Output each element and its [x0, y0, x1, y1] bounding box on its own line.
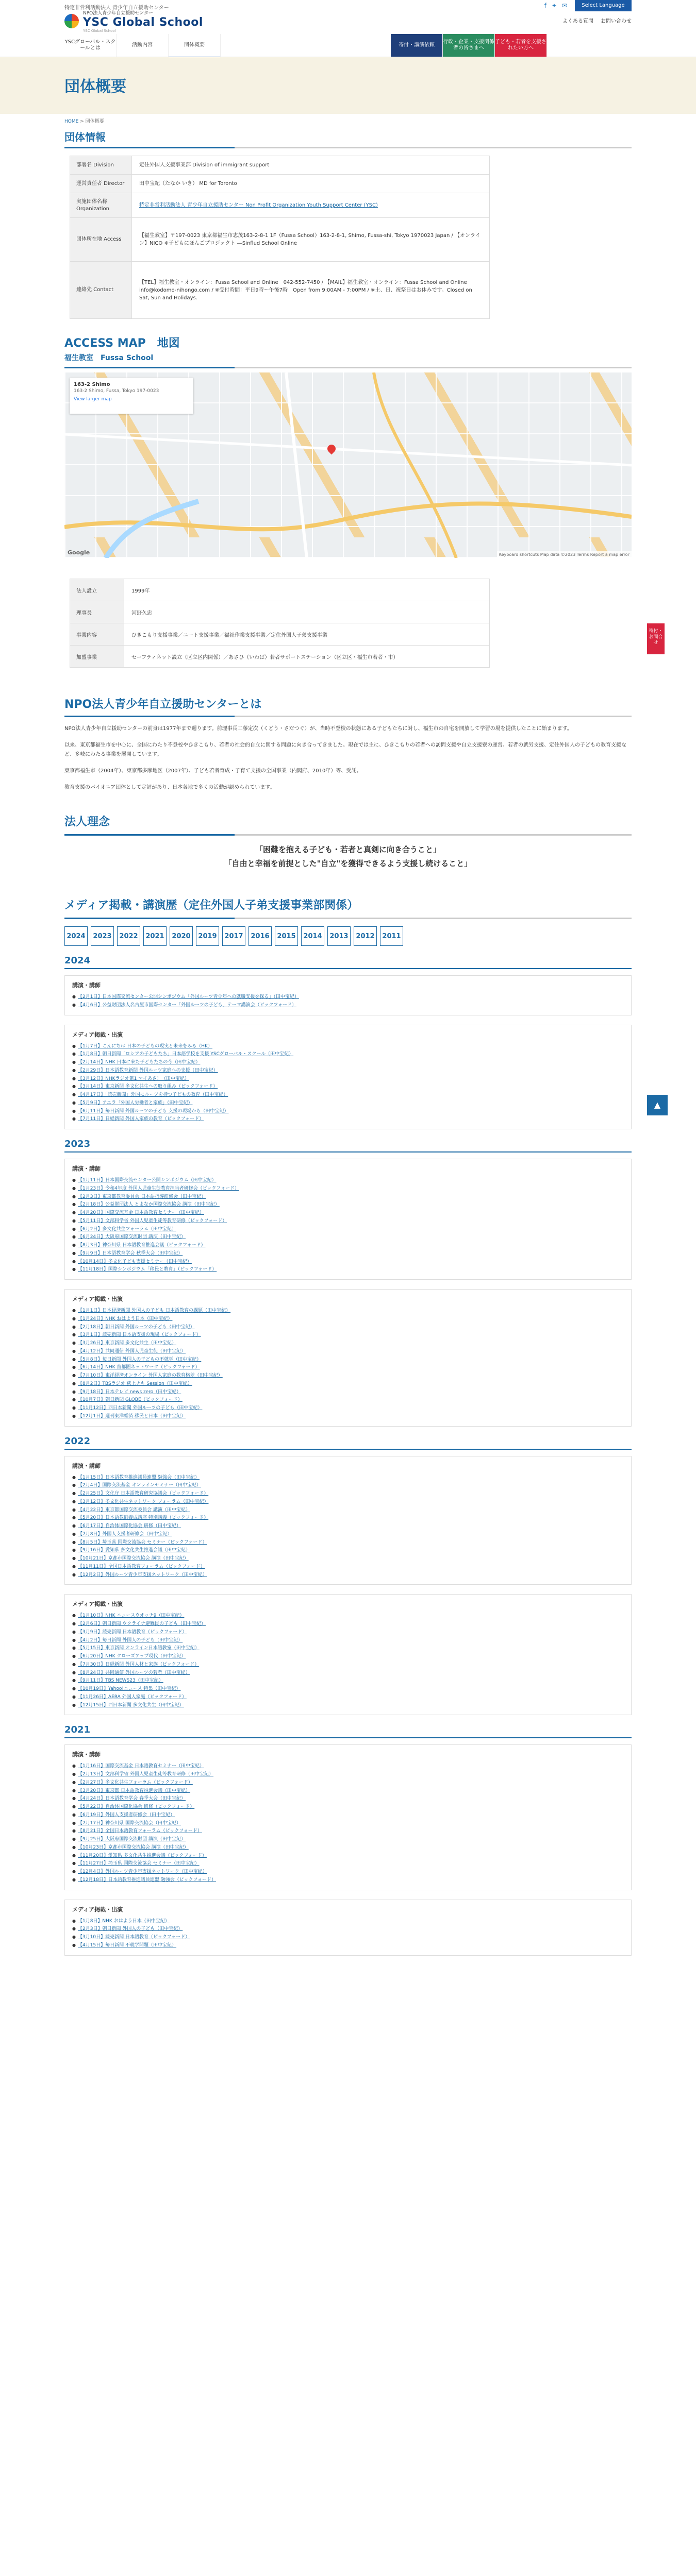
entry-list [72, 1918, 624, 1950]
table-row [70, 579, 490, 601]
year-tab[interactable]: 2022 [117, 926, 140, 946]
list-item [72, 1645, 624, 1653]
entry-link[interactable]: 【2月25日】文化庁 日本語教育研究協議会（ピックフォード） [77, 1491, 209, 1496]
row-label: 加盟事業 [70, 646, 124, 668]
entry-link[interactable]: 【1月11日】日本国際交流センター公開シンポジウム（田中宝紀） [77, 1178, 217, 1183]
entry-link[interactable]: 【1月7日】こんにちは 日本の子どもの現実と未来をみる（HK） [77, 1043, 212, 1049]
entry-link[interactable]: 【1月24日】NHK おはよう日本（田中宝紀） [77, 1316, 173, 1321]
list-item [72, 1661, 624, 1669]
year-tab[interactable]: 2023 [91, 926, 114, 946]
list-item [72, 1490, 624, 1498]
main-nav [0, 34, 696, 57]
list-item [72, 1811, 624, 1820]
list-item [72, 1852, 624, 1860]
entry-link[interactable]: 【12月18日】日本語教育推進議員連盟 勉強会（ピックフォード） [77, 1877, 216, 1883]
entry-link[interactable]: 【8月3日】神奈川県 日本語教育推進会議（ピックフォード） [77, 1243, 206, 1248]
entry-link[interactable]: 【9月25日】大阪府国際交流財団 講演（田中宝紀） [77, 1837, 186, 1842]
section-rule [64, 367, 632, 368]
list-item [72, 1868, 624, 1876]
list-item [72, 1669, 624, 1677]
entry-link[interactable]: 【2月29日】日本語教育新聞 外国ルーツ家庭への支援（田中宝紀） [77, 1067, 218, 1073]
entry-link[interactable]: 【8月24日】共同通信 外国ルーツの若者（田中宝紀） [77, 1670, 190, 1675]
entry-link[interactable]: 【12月2日】外国ルーツ青少年支援ネットワーク（田中宝紀） [77, 1572, 207, 1578]
list-item [72, 1934, 624, 1942]
entry-link[interactable]: 【11月26日】AERA 外国人家庭（ピックフォード） [77, 1694, 187, 1700]
row-label: 運営責任者 Director [70, 175, 132, 193]
list-item [72, 1771, 624, 1779]
list-item [72, 1827, 624, 1836]
year-heading: 2024 [64, 955, 91, 966]
row-label: 理事長 [70, 601, 124, 623]
about-title: NPO法人青少年自立援助センターとは [64, 698, 262, 711]
row-label: 連絡先 Contact [70, 262, 132, 319]
entry-link[interactable]: 【2月3日】東京都教育委員会 日本語指導研修会（田中宝紀） [77, 1194, 206, 1199]
entry-link[interactable]: 【3月12日】多文化共生ネットワーク フォーラム（田中宝紀） [77, 1499, 209, 1504]
row-value: 1999年 [124, 579, 490, 601]
entry-link[interactable]: 【10月14日】多文化子ども支援セミナー（田中宝紀） [77, 1259, 192, 1264]
entry-link[interactable]: 【1月16日】国際交流基金 日本語教育セミナー（田中宝紀） [77, 1764, 205, 1769]
list-item [72, 1803, 624, 1811]
view-larger-map-link[interactable]: View larger map [74, 397, 112, 402]
media-box [64, 1289, 632, 1427]
table-row [70, 156, 490, 175]
google-logo: Google [68, 549, 90, 556]
entry-link[interactable]: 【7月11日】日経新聞 外国人家族の教育（ピックフォード） [77, 1116, 204, 1122]
access-subtitle: 福生教室 Fussa School [64, 354, 154, 362]
list-item [72, 1002, 624, 1010]
entry-link[interactable]: 【5月15日】東京新聞 オンライン日本語教室（田中宝紀） [77, 1646, 200, 1651]
box-title: 講演・講師 [72, 1462, 101, 1469]
box-title: 講演・講師 [72, 1165, 101, 1172]
contact-link[interactable]: お問い合わせ [601, 19, 632, 24]
entry-link[interactable]: 【5月22日】自治体国際化協会 研修（ピックフォード） [77, 1804, 195, 1809]
entry-link[interactable]: 【8月5日】埼玉県 国際交流協会 セミナー（ピックフォード） [77, 1539, 207, 1545]
entry-link[interactable]: 【4月17日】「読売新聞」外国にルーツを持つ子どもの教育（田中宝紀） [77, 1092, 228, 1097]
entry-link[interactable]: 【2月1日】日本国際交流センター公開シンポジウム「外国ルーツ青少年への就職支援を探る」（田中宝紀） [77, 994, 299, 999]
row-value: 田中宝紀（たなか いき） MD for Toronto [132, 175, 490, 193]
row-value: ひきこもり支援事業／ニート支援事業／福祉作業支援事業／定住外国人子弟支援事業 [124, 623, 490, 646]
table-row [70, 601, 490, 623]
table-row [70, 193, 490, 218]
list-item [72, 1860, 624, 1868]
nav-partners[interactable]: 行政・企業・支援関係者の皆さまへ [443, 34, 495, 57]
list-item [72, 1514, 624, 1522]
nav-activities[interactable]: 活動内容 [117, 34, 169, 57]
entry-link[interactable]: 【2月13日】文部科学省 外国人児童生徒等教育研修（田中宝紀） [77, 1772, 214, 1777]
entry-link[interactable]: 【6月2日】多文化共生フォーラム（田中宝紀） [77, 1226, 176, 1232]
list-item [72, 1629, 624, 1637]
entry-link[interactable]: 【6月14日】NHK 首都圏ネットワーク（ピックフォード） [77, 1365, 200, 1370]
list-item [72, 1522, 624, 1531]
site-logo[interactable] [64, 9, 203, 33]
entry-link[interactable]: 【4月15日】毎日新聞 不就学問題（田中宝紀） [77, 1942, 177, 1948]
entry-link[interactable]: 【1月8日】NHK おはよう日本（田中宝紀） [77, 1918, 170, 1924]
entry-link[interactable]: 【11月11日】全国日本語教育フォーラム（ピックフォード） [77, 1564, 205, 1569]
list-item [72, 1925, 624, 1934]
list-item [72, 1250, 624, 1258]
entry-link[interactable]: 【6月17日】自治体国際化協会 研修（田中宝紀） [77, 1523, 181, 1529]
entry-link[interactable]: 【2月27日】多文化共生フォーラム（ピックフォード） [77, 1780, 193, 1785]
entry-link[interactable]: 【2月14日】NHK 日本に来た子どもたちの今（田中宝紀） [77, 1060, 201, 1065]
entry-link[interactable]: 【9月9日】日本語教育学会 秋季大会（田中宝紀） [77, 1250, 183, 1256]
year-tab[interactable]: 2020 [170, 926, 193, 946]
entry-list [72, 1612, 624, 1709]
list-item [72, 1193, 624, 1201]
map-card-title: 163-2 Shimo [74, 382, 110, 387]
section-rule [64, 918, 632, 919]
page-hero [0, 57, 696, 114]
row-label: 事業内容 [70, 623, 124, 646]
entry-link[interactable]: 【2月6日】朝日新聞 ウクライナ避難民の子ども（田中宝紀） [77, 1621, 206, 1626]
entry-link[interactable]: 【1月1日】日本経済新聞 外国人の子ども 日本語教育の課題（田中宝紀） [77, 1308, 231, 1313]
entry-link[interactable]: 【4月6日】公益財団法人名古屋市国際センター「外国ルーツの子ども」テーマ講演会（ピックフォード） [77, 1002, 296, 1008]
about-paragraph: 教育支援のパイオニア団体として定評があり、日本各地で多くの活動が認められています。 [64, 785, 275, 790]
list-item [72, 1331, 624, 1340]
group-info-table [70, 156, 490, 319]
list-item [72, 1702, 624, 1710]
row-value: 【福生教室】〒197-0023 東京都福生市志茂163-2-8-1 1F（Fussa School）163-2-8-1, Shimo, Fussa-shi, Tokyo 1970023 Japan / 【オンライン】NICO ※子どもにほんごプロジェクト ―Sinflud School Online [132, 218, 490, 262]
row-value[interactable]: 特定非営利活動法人 青少年自立援助センター Non Profit Organization Youth Support Center (YSC) [132, 193, 490, 218]
entry-link[interactable]: 【10月21日】京都市国際交流協会 講演（田中宝紀） [77, 1556, 189, 1561]
list-item [72, 1482, 624, 1490]
philosophy-statement [64, 843, 632, 871]
page-top-button[interactable]: ▲ [647, 1095, 668, 1115]
map-info-card [70, 378, 193, 414]
facebook-icon[interactable]: f [544, 2, 546, 9]
year-tab[interactable]: 2012 [354, 926, 377, 946]
entry-link[interactable]: 【3月14日】東京新聞 多文化共生への取り組み（ピックフォード） [77, 1084, 218, 1090]
list-item [72, 1242, 624, 1250]
year-rule [64, 1449, 632, 1450]
year-heading: 2022 [64, 1435, 91, 1447]
box-title: 講演・講師 [72, 982, 101, 989]
list-item [72, 1372, 624, 1380]
list-item [72, 1571, 624, 1580]
list-item [72, 1531, 624, 1539]
list-item [72, 1762, 624, 1771]
list-item [72, 1942, 624, 1950]
list-item [72, 1266, 624, 1274]
list-item [72, 1637, 624, 1645]
list-item [72, 1413, 624, 1421]
entry-link[interactable]: 【4月22日】東京都国際交流委員会 講演（田中宝紀） [77, 1507, 191, 1513]
list-item [72, 1059, 624, 1067]
box-title: メディア掲載・出演 [72, 1601, 123, 1608]
language-selector[interactable]: Select Language [575, 0, 632, 11]
entry-list [72, 1474, 624, 1580]
org-line: 特定非営利活動法人 青少年自立援助センター [64, 5, 169, 11]
list-item [72, 1075, 624, 1083]
entry-link[interactable]: 【9月16日】愛知県 多文化共生推進会議（田中宝紀） [77, 1548, 191, 1553]
entry-link[interactable]: 【2月18日】公益財団法人 とよなか国際交流協会 講演（田中宝紀） [77, 1202, 220, 1208]
table-row [70, 623, 490, 646]
row-label: 団体所在地 Access [70, 218, 132, 262]
about-section [64, 724, 632, 792]
philosophy-title: 法人理念 [64, 816, 110, 828]
list-item [72, 1091, 624, 1099]
access-title: ACCESS MAP 地図 [64, 337, 180, 350]
table-row [70, 175, 490, 193]
list-item [72, 1209, 624, 1217]
nav-about[interactable]: YSCグローバル・スクールとは [64, 34, 117, 57]
year-tab[interactable]: 2013 [327, 926, 351, 946]
page-title: 団体概要 [64, 78, 126, 96]
row-label: 実施団体名称 Organization [70, 193, 132, 218]
year-tab[interactable]: 2017 [222, 926, 245, 946]
list-item [72, 1315, 624, 1324]
about-paragraph: 東京都福生市（2004年）、東京都多摩地区（2007年）、子ども若者育成・子育て支援の全国事業（内閣府、2010年）等、受託。 [64, 768, 362, 774]
entry-link[interactable]: 【1月8日】朝日新聞「ロシアの子どもたち」日本語学校を支援 YSCグローバル・スクール（田中宝紀） [77, 1052, 294, 1057]
entry-link[interactable]: 【5月8日】毎日新聞 外国人の子どもの不就学（田中宝紀） [77, 1357, 202, 1362]
year-rule [64, 1151, 632, 1153]
lecture-box [64, 1744, 632, 1890]
section-rule [64, 716, 632, 717]
list-item [72, 1185, 624, 1193]
year-tab[interactable]: 2016 [248, 926, 272, 946]
list-item [72, 1506, 624, 1515]
entry-link[interactable]: 【4月24日】日本語教育学会 春季大会（田中宝紀） [77, 1796, 186, 1802]
list-item [72, 1177, 624, 1185]
philosophy-line: 「困難を抱える子ども・若者と真剣に向き合うこと」 [255, 845, 441, 854]
entry-link[interactable]: 【1月23日】令和4年度 外国人児童生徒教育担当者研修会（ピックフォード） [77, 1185, 239, 1191]
entry-link[interactable]: 【6月11日】毎日新聞 外国ルーツの子ども 支援の現場から（田中宝紀） [77, 1108, 229, 1114]
entry-list [72, 993, 624, 1010]
year-tab[interactable]: 2011 [380, 926, 403, 946]
brand-tag: YSC Global School [83, 29, 116, 33]
list-item [72, 1612, 624, 1620]
embedded-map[interactable] [64, 372, 632, 558]
list-item [72, 1795, 624, 1803]
list-item [72, 1844, 624, 1852]
lecture-box [64, 975, 632, 1015]
section-rule [64, 834, 632, 836]
list-item [72, 1356, 624, 1364]
year-tab[interactable]: 2019 [196, 926, 219, 946]
list-item [72, 1388, 624, 1397]
entry-link[interactable]: 【7月17日】神奈川県 国際交流協会（田中宝紀） [77, 1820, 181, 1826]
lecture-box [64, 1159, 632, 1280]
entry-link[interactable]: 【4月12日】共同通信 外国人児童生徒（田中宝紀） [77, 1348, 186, 1354]
section-rule [64, 147, 632, 148]
list-item [72, 1258, 624, 1266]
list-item [72, 1539, 624, 1547]
entry-link[interactable]: 【10月7日】朝日新聞 GLOBE（ピックフォード） [77, 1397, 183, 1403]
entry-link[interactable]: 【12月15日】西日本新聞 多文化共生（田中宝紀） [77, 1702, 184, 1708]
list-item [72, 1918, 624, 1926]
entry-link[interactable]: 【3月26日】東京新聞 多文化共生（田中宝紀） [77, 1341, 177, 1346]
list-item [72, 1653, 624, 1661]
entry-link[interactable]: 【11月27日】埼玉県 国際交流協会 セミナー（田中宝紀） [77, 1861, 200, 1867]
year-tab[interactable]: 2021 [143, 926, 167, 946]
entry-link[interactable]: 【5月11日】文部科学省 外国人児童生徒等教育研修（ピックフォード） [77, 1218, 227, 1224]
list-item [72, 1693, 624, 1702]
table-row [70, 262, 490, 319]
list-item [72, 1307, 624, 1315]
box-title: メディア掲載・出演 [72, 1296, 123, 1302]
list-item [72, 1050, 624, 1059]
entry-link[interactable]: 【1月15日】日本語教育推進議員連盟 勉強会（田中宝紀） [77, 1475, 200, 1480]
entry-link[interactable]: 【10月19日】Yahoo!ニュース 特集（田中宝紀） [77, 1686, 181, 1691]
logo-mark-icon [64, 14, 79, 28]
list-item [72, 1677, 624, 1685]
philosophy-line: 「自由と幸福を前提とした"自立"を獲得できるよう支援し続けること」 [224, 859, 472, 868]
about-paragraph: 以来、東京都福生市を中心に、全国にわたり不登校やひきこもり、若者の社会的自立に関する問題に向き合ってきました。現在では主に、ひきこもりの若者への訪問支援や自立支援寮の運営、若者の就労支援、定住外国人の子どもの教育支援など、多岐にわたる事業を展開しています。 [64, 742, 626, 757]
faq-link[interactable]: よくある質問 [562, 19, 593, 24]
list-item [72, 1217, 624, 1226]
map-card-address: 163-2 Shimo, Fussa, Tokyo 197-0023 [74, 388, 159, 394]
twitter-icon[interactable]: ✦ [551, 2, 557, 9]
year-heading: 2021 [64, 1724, 91, 1736]
entry-list [72, 1762, 624, 1884]
entry-list [72, 1307, 624, 1421]
media-box [64, 1900, 632, 1956]
list-item [72, 1563, 624, 1571]
year-tab[interactable]: 2014 [301, 926, 324, 946]
list-item [72, 1233, 624, 1242]
row-value: セーフティネット設立（区立区内関係）／あさひ（いわば）若者サポートステーション（区立区・福生市若者・市） [124, 646, 490, 668]
list-item [72, 1404, 624, 1413]
brand-small: NPO法人青少年自立援助センター [83, 11, 153, 16]
entry-link[interactable]: 【1月10日】NHK ニュースウオッチ9（田中宝紀） [77, 1613, 185, 1619]
list-item [72, 1348, 624, 1356]
list-item [72, 1779, 624, 1787]
list-item [72, 1324, 624, 1332]
box-title: メディア掲載・出演 [72, 1906, 123, 1913]
entry-link[interactable]: 【2月4日】国際交流基金 オンラインセミナー（田中宝紀） [77, 1483, 202, 1488]
list-item [72, 1547, 624, 1555]
org-table [70, 579, 490, 668]
group-info-title: 団体情報 [64, 131, 106, 143]
row-label: 法人設立 [70, 579, 124, 601]
list-item [72, 1396, 624, 1404]
entry-link[interactable]: 【7月8日】外国人支援者研修会（田中宝紀） [77, 1531, 172, 1537]
breadcrumb-current: 団体概要 [85, 119, 104, 124]
entry-list [72, 1043, 624, 1124]
list-item [72, 1474, 624, 1482]
year-tab[interactable]: 2024 [64, 926, 88, 946]
about-paragraph: NPO法人青少年自立援助センターの前身は1977年まで遡ります。前理事長工藤定次（くどう・さだつぐ）が、当時不登校の状態にある子どもたちに対し、福生市の自宅を開放して学習の場を提供したことに始まります。 [64, 726, 572, 732]
row-label: 部署名 Division [70, 156, 132, 175]
entry-link[interactable]: 【10月23日】京都市国際交流協会 講演（田中宝紀） [77, 1844, 189, 1850]
media-box [64, 1594, 632, 1715]
list-item [72, 1498, 624, 1506]
entry-link[interactable]: 【4月2日】毎日新聞 外国人の子ども（田中宝紀） [77, 1637, 183, 1643]
list-item [72, 1685, 624, 1693]
box-title: 講演・講師 [72, 1751, 101, 1758]
nav-support[interactable]: 子ども・若者を支援されたい方へ [495, 34, 547, 57]
entry-link[interactable]: 【11月12日】西日本新聞 外国ルーツの子ども（田中宝紀） [77, 1405, 203, 1411]
social-links [544, 2, 567, 9]
breadcrumb: HOME > 団体概要 [64, 119, 104, 124]
entry-link[interactable]: 【7月30日】日経新聞 外国人材と家族（ピックフォード） [77, 1662, 200, 1667]
year-rule [64, 1737, 632, 1738]
nav-organization[interactable]: 団体概要 [169, 34, 221, 58]
entry-link[interactable]: 【11月20日】愛知県 多文化共生推進会議（ピックフォード） [77, 1853, 207, 1858]
entry-link[interactable]: 【7月10日】東洋経済オンライン 外国人家庭の教育格差（田中宝紀） [77, 1373, 223, 1378]
year-tabs [64, 926, 632, 946]
entry-link[interactable]: 【12月1日】週刊東洋経済 移民と日本（田中宝紀） [77, 1413, 186, 1419]
utility-links [562, 16, 632, 24]
list-item [72, 1876, 624, 1885]
media-title: メディア掲載・講演歴（定住外国人子弟支援事業部関係） [64, 899, 359, 912]
list-item [72, 1555, 624, 1563]
table-row [70, 218, 490, 262]
entry-link[interactable]: 【3月12日】NHKラジオ第1 マイあさ！（田中宝紀） [77, 1076, 189, 1081]
entry-link[interactable]: 【9月11日】TBS NEWS23（田中宝紀） [77, 1678, 163, 1684]
entry-link[interactable]: 【2月3日】朝日新聞 外国人の子ども（田中宝紀） [77, 1926, 183, 1932]
list-item [72, 1787, 624, 1795]
media-box [64, 1025, 632, 1130]
entry-link[interactable]: 【3月9日】読売新聞 日本語教育（ピックフォード） [77, 1629, 187, 1635]
entry-link[interactable]: 【9月18日】日本テレビ news zero（田中宝紀） [77, 1389, 181, 1395]
year-heading: 2023 [64, 1139, 91, 1149]
side-donate-tab[interactable]: 寄付・お問合せ [647, 623, 665, 654]
list-item [72, 1340, 624, 1348]
brand-name: YSC Global School [83, 16, 203, 29]
list-item [72, 993, 624, 1002]
entry-link[interactable]: 【4月20日】国際交流基金 日本語教育セミナー（田中宝紀） [77, 1210, 205, 1215]
entry-link[interactable]: 【5月9日】アエラ「外国人労働者と家族」（田中宝紀） [77, 1100, 193, 1106]
entry-link[interactable]: 【2月18日】朝日新聞 外国ルーツの子ども（田中宝紀） [77, 1324, 195, 1330]
list-item [72, 1083, 624, 1091]
row-value: 【TEL】福生教室・オンライン：Fussa School and Online 042-552-7450 / 【MAIL】福生教室・オンライン：Fussa School and Online info@kodomo-nihongo.com / ※受付時間：平日9時〜午後7時 Open from 9:00AM - 7:00PM / ※土、日、祝祭日はお休みです。Closed on Sat, Sun and Holidays. [132, 262, 490, 319]
main-content [64, 129, 632, 1965]
list-item [72, 1043, 624, 1051]
map-footer[interactable]: Keyboard shortcuts Map data ©2023 Terms Report a map error [497, 551, 632, 558]
list-item [72, 1380, 624, 1388]
entry-link[interactable]: 【8月21日】全国日本語教育フォーラム（ピックフォード） [77, 1828, 202, 1834]
list-item [72, 1226, 624, 1234]
entry-link[interactable]: 【3月20日】東京都 日本語教育推進会議（田中宝紀） [77, 1788, 191, 1793]
list-item [72, 1364, 624, 1372]
list-item [72, 1067, 624, 1075]
entry-link[interactable]: 【3月1日】読売新聞 日本語支援の現場（ピックフォード） [77, 1332, 201, 1338]
year-rule [64, 968, 632, 969]
lecture-box [64, 1456, 632, 1585]
breadcrumb-home[interactable]: HOME [64, 119, 79, 124]
list-item [72, 1201, 624, 1209]
entry-link[interactable]: 【8月2日】TBSラジオ 荻上チキ Session（田中宝紀） [77, 1381, 192, 1386]
year-tab[interactable]: 2015 [275, 926, 298, 946]
list-item [72, 1836, 624, 1844]
list-item [72, 1620, 624, 1629]
list-item [72, 1099, 624, 1108]
entry-link[interactable]: 【11月18日】国際シンポジウム「移民と教育」（ピックフォード） [77, 1267, 217, 1273]
box-title: メディア掲載・出演 [72, 1031, 123, 1038]
list-item [72, 1820, 624, 1828]
entry-link[interactable]: 【12月4日】外国ルーツ青少年支援ネットワーク（田中宝紀） [77, 1869, 207, 1874]
list-item [72, 1108, 624, 1116]
table-row [70, 646, 490, 668]
entry-link[interactable]: 【5月20日】日本語教師養成講座 特別講義（ピックフォード） [77, 1515, 209, 1521]
entry-link[interactable]: 【3月10日】読売新聞 日本語教育（ピックフォード） [77, 1935, 190, 1940]
entry-link[interactable]: 【6月20日】NHK クローズアップ現代（田中宝紀） [77, 1654, 186, 1659]
entry-list [72, 1177, 624, 1274]
list-item [72, 1115, 624, 1124]
entry-link[interactable]: 【6月19日】外国人支援者研修会（田中宝紀） [77, 1812, 175, 1818]
nav-donation[interactable]: 寄付・講演依頼 [391, 34, 443, 57]
media-sections [64, 955, 632, 1956]
mail-icon[interactable]: ✉ [561, 2, 567, 9]
row-value: 河野久忠 [124, 601, 490, 623]
entry-link[interactable]: 【6月24日】大阪府国際交流財団 講演（田中宝紀） [77, 1234, 186, 1240]
row-value: 定住外国人支援事業部 Division of immigrant support [132, 156, 490, 175]
